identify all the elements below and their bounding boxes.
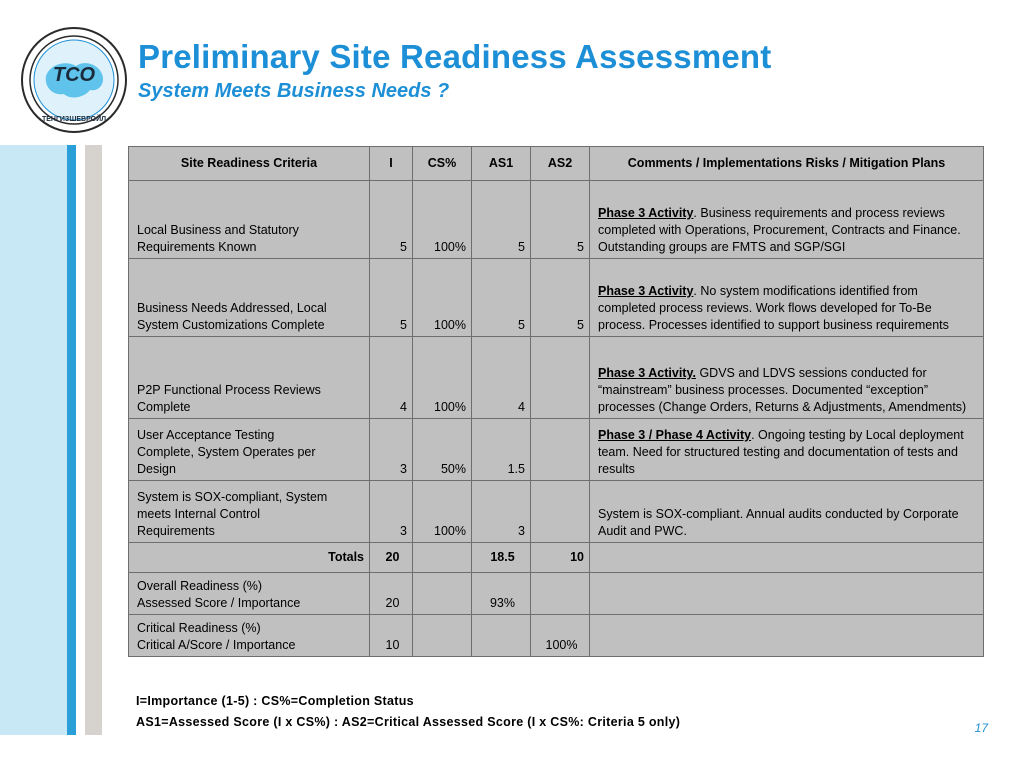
readiness-table [128, 146, 984, 657]
criteria-cell: Business Needs Addressed, Local System Customizations Complete [129, 259, 370, 337]
criteria-cell: System is SOX-compliant, System meets Internal Control Requirements [129, 481, 370, 543]
as2-cell [531, 337, 590, 419]
as1-cell: 5 [472, 181, 531, 259]
overall-as2 [531, 573, 590, 615]
as1-cell: 1.5 [472, 419, 531, 481]
totals-label: Totals [129, 543, 370, 573]
totals-comment [590, 543, 984, 573]
table-row [129, 259, 984, 337]
critical-completion [413, 615, 472, 657]
legend-line-1: I=Importance (1-5) : CS%=Completion Status [136, 694, 414, 708]
page-subtitle: System Meets Business Needs ? [138, 80, 450, 102]
table-header-row [129, 147, 984, 181]
col-comments: Comments / Implementations Risks / Mitigation Plans [590, 147, 984, 181]
critical-comment [590, 615, 984, 657]
critical-as2: 100% [531, 615, 590, 657]
overall-importance: 20 [370, 573, 413, 615]
criteria-cell: User Acceptance Testing Complete, System Operates per Design [129, 419, 370, 481]
table-row [129, 481, 984, 543]
totals-as1: 18.5 [472, 543, 531, 573]
importance-cell: 4 [370, 337, 413, 419]
phase-label: Phase 3 Activity. [598, 366, 696, 380]
phase-label: Phase 3 Activity [598, 206, 694, 220]
totals-importance: 20 [370, 543, 413, 573]
comment-cell: Phase 3 / Phase 4 Activity. Ongoing testing by Local deployment team. Need for structured testing and documentation of tests and results [590, 419, 984, 481]
col-importance: I [370, 147, 413, 181]
page-title: Preliminary Site Readiness Assessment [138, 38, 772, 75]
legend-line-2: AS1=Assessed Score (I x CS%) : AS2=Critical Assessed Score (I x CS%: Criteria 5 only) [136, 715, 681, 729]
completion-cell: 100% [413, 337, 472, 419]
as1-cell: 4 [472, 337, 531, 419]
page-number: 17 [974, 721, 988, 735]
importance-cell: 3 [370, 481, 413, 543]
table-row [129, 337, 984, 419]
critical-readiness-row [129, 615, 984, 657]
overall-comment [590, 573, 984, 615]
col-as2: AS2 [531, 147, 590, 181]
overall-readiness-row [129, 573, 984, 615]
phase-label: Phase 3 Activity [598, 284, 694, 298]
as2-cell: 5 [531, 181, 590, 259]
overall-label: Overall Readiness (%) Assessed Score / Importance [129, 573, 370, 615]
completion-cell: 100% [413, 481, 472, 543]
as2-cell [531, 481, 590, 543]
completion-cell: 100% [413, 259, 472, 337]
logo-initials: TCO [52, 64, 96, 86]
importance-cell: 3 [370, 419, 413, 481]
totals-as2: 10 [531, 543, 590, 573]
decor-stripe-blue [67, 145, 76, 735]
completion-cell: 50% [413, 419, 472, 481]
table-row [129, 181, 984, 259]
decor-stripe-gray [85, 145, 102, 735]
decor-stripe-light [0, 145, 67, 735]
importance-cell: 5 [370, 181, 413, 259]
criteria-cell: P2P Functional Process Reviews Complete [129, 337, 370, 419]
critical-importance: 10 [370, 615, 413, 657]
totals-row [129, 543, 984, 573]
comment-cell: Phase 3 Activity. No system modifications identified from completed process reviews. Work flows developed for To-Be process. Processes identified to support business requirements [590, 259, 984, 337]
col-criteria: Site Readiness Criteria [129, 147, 370, 181]
as1-cell: 5 [472, 259, 531, 337]
as2-cell [531, 419, 590, 481]
tco-logo [20, 26, 128, 134]
criteria-cell: Local Business and Statutory Requirements Known [129, 181, 370, 259]
col-as1: AS1 [472, 147, 531, 181]
comment-cell: Phase 3 Activity. GDVS and LDVS sessions conducted for “mainstream” business processes. Documented “exception” processes (Change Orders, Returns & Adjustments, Amendments) [590, 337, 984, 419]
overall-as1: 93% [472, 573, 531, 615]
comment-cell: System is SOX-compliant. Annual audits conducted by Corporate Audit and PWC. [590, 481, 984, 543]
logo-ring-text: ТЕНГИЗШЕВРОЙЛ [41, 116, 107, 123]
overall-completion [413, 573, 472, 615]
as2-cell: 5 [531, 259, 590, 337]
phase-label: Phase 3 / Phase 4 Activity [598, 428, 752, 442]
as1-cell: 3 [472, 481, 531, 543]
comment-cell: Phase 3 Activity. Business requirements and process reviews completed with Operations, Procurement, Contracts and Finance. Outstanding groups are FMTS and SGP/SGI [590, 181, 984, 259]
totals-completion [413, 543, 472, 573]
completion-cell: 100% [413, 181, 472, 259]
table-row [129, 419, 984, 481]
col-completion: CS% [413, 147, 472, 181]
critical-as1 [472, 615, 531, 657]
critical-label: Critical Readiness (%) Critical A/Score / Importance [129, 615, 370, 657]
importance-cell: 5 [370, 259, 413, 337]
